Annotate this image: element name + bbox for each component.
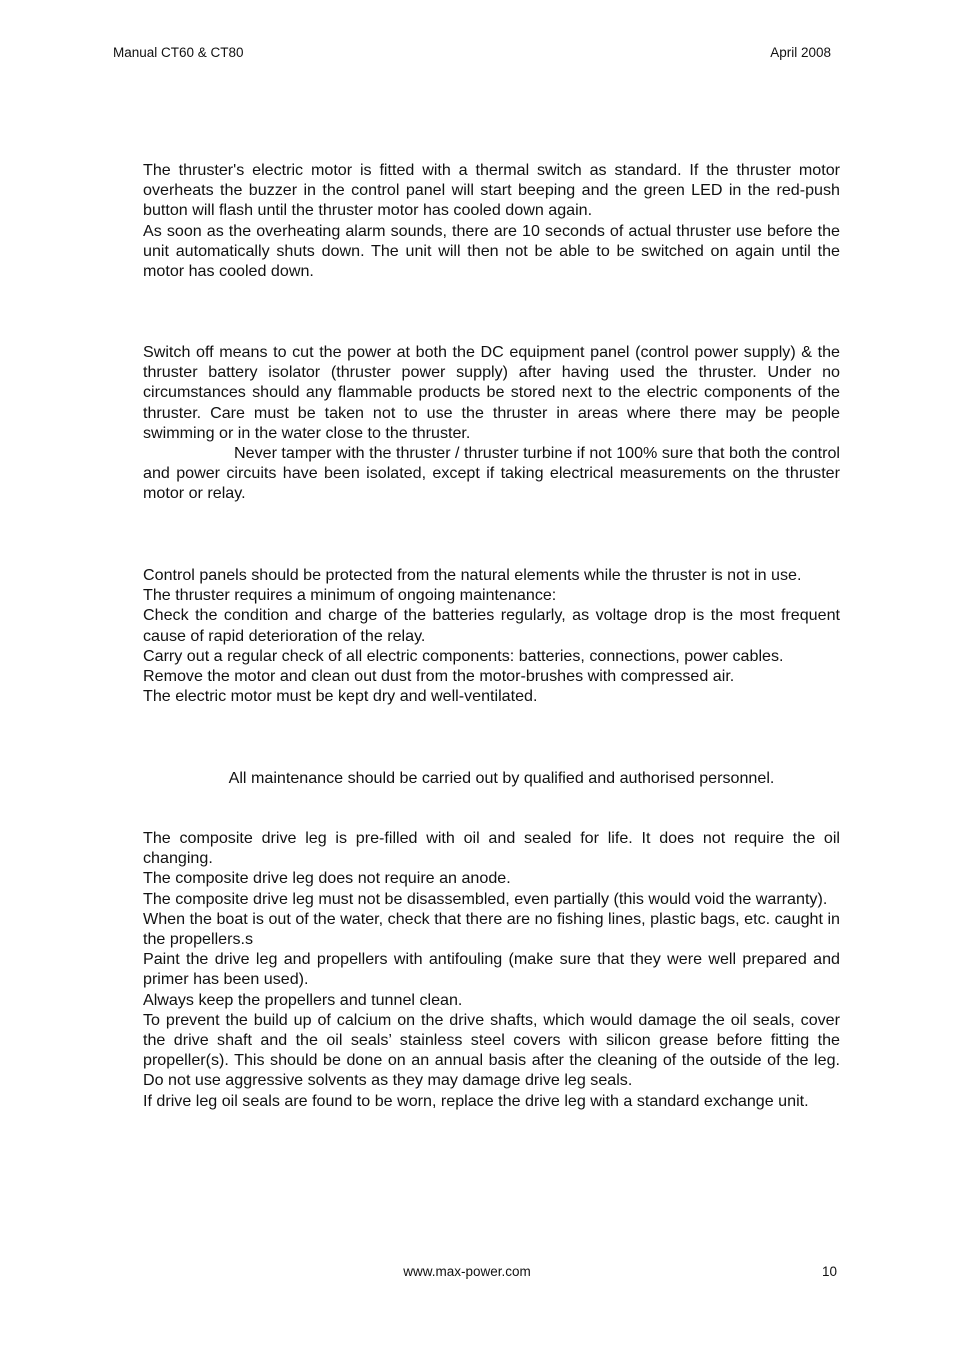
paragraph: As soon as the overheating alarm sounds, there are 10 seconds of actual thruster use before the unit automatically shuts down. The unit will then not be able to be switched on again until the motor has cooled down.	[143, 221, 840, 281]
paragraph: The composite drive leg must not be disassembled, even partially (this would void the warranty).	[143, 889, 828, 908]
document-title: Manual CT60 & CT80	[113, 45, 244, 60]
paragraph: The composite drive leg does not require an anode.	[143, 869, 511, 888]
paragraph: When the boat is out of the water, check that there are no fishing lines, plastic bags, etc. caught in the propellers.s	[143, 909, 840, 949]
paragraph: The thruster requires a minimum of ongoing maintenance:	[143, 586, 557, 605]
paragraph: The thruster's electric motor is fitted with a thermal switch as standard. If the thruster motor overheats the buzzer in the control panel will start beeping and the green LED in the red-push button will flash until the thruster motor has cooled down again.	[143, 161, 840, 220]
paragraph: Check the condition and charge of the batteries regularly, as voltage drop is the most frequent cause of rapid deterioration of the relay.	[143, 606, 840, 645]
paragraph: If drive leg oil seals are found to be worn, replace the drive leg with a standard exchange unit.	[143, 1091, 809, 1110]
page-number: 10	[821, 1264, 837, 1279]
safety-section	[143, 342, 840, 504]
paragraph: Paint the drive leg and propellers with antifouling (make sure that they were well prepared and primer has been used).	[143, 950, 840, 989]
paragraph: Remove the motor and clean out dust from the motor-brushes with compressed air.	[143, 667, 735, 686]
maintenance-note: All maintenance should be carried out by qualified and authorised personnel.	[228, 769, 775, 787]
footer-url: www.max-power.com	[403, 1264, 531, 1279]
paragraph: The electric motor must be kept dry and well-ventilated.	[143, 687, 538, 706]
paragraph-warning: Never tamper with the thruster / thruster turbine if not 100% sure that both the control and power circuits have been isolated, except if taking electrical measurements on the thruster motor or relay.	[143, 444, 840, 503]
paragraph: Switch off means to cut the power at both the DC equipment panel (control power supply) & the thruster battery isolator (thruster power supply) after having used the thruster. Under no circumstances should any flammable products be stored next to the electric components of the thruster. Care must be taken not to use the thruster in areas where there may be people swimming or in the water close to the thruster.	[143, 343, 840, 442]
maintenance-section	[143, 565, 840, 706]
document-date: April 2008	[770, 45, 831, 60]
drive-leg-section	[143, 828, 840, 1111]
paragraph: Control panels should be protected from the natural elements while the thruster is not in use.	[143, 566, 802, 584]
thermal-section	[143, 160, 840, 281]
paragraph: To prevent the build up of calcium on the drive shafts, which would damage the oil seals, cover the drive shaft and the oil seals’ stainless steel covers with silicon grease before fitting the propeller(s). This should be done on an annual basis after the cleaning of the outside of the leg. Do not use aggressive solvents as they may damage drive leg seals.	[143, 1010, 840, 1090]
paragraph: The composite drive leg is pre-filled with oil and sealed for life. It does not require the oil changing.	[143, 829, 840, 868]
paragraph: Always keep the propellers and tunnel clean.	[143, 990, 463, 1009]
paragraph: Carry out a regular check of all electric components: batteries, connections, power cables.	[143, 646, 784, 665]
